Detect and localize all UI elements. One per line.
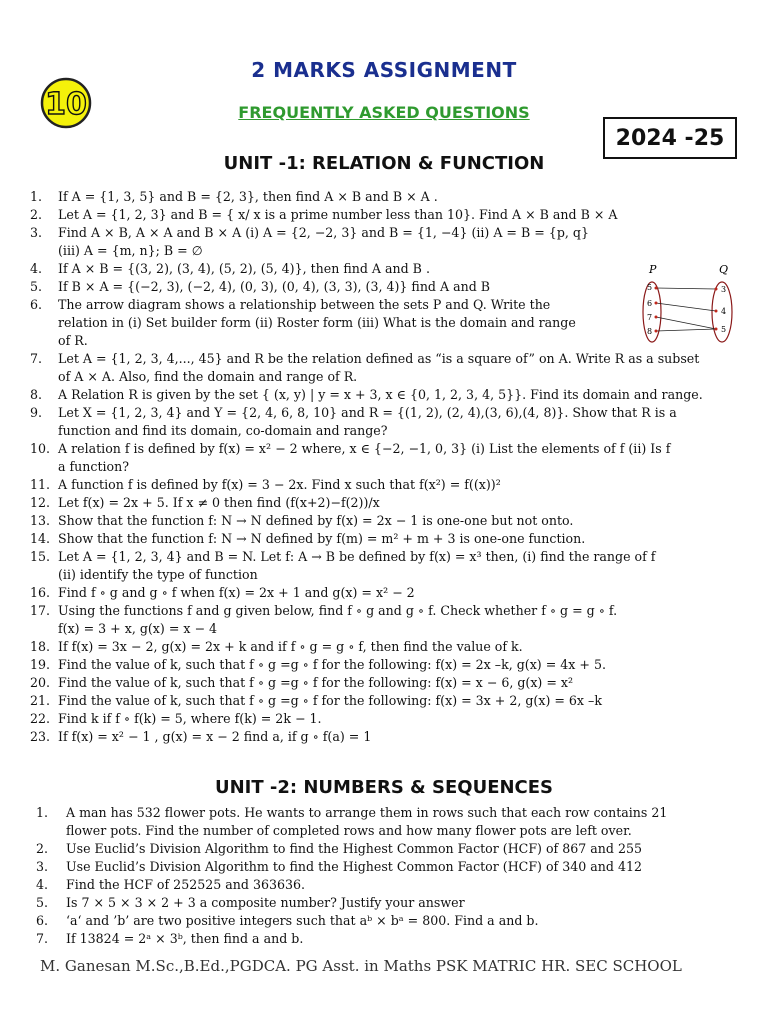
question-item (36, 804, 736, 840)
question-item (30, 638, 744, 656)
question-text: If f(x) = x² − 1 , g(x) = x − 2 find a, if g ∘ f(a) = 1 (58, 729, 372, 744)
question-item (30, 188, 744, 206)
question-number: 6. (36, 913, 49, 928)
question-number: 13. (30, 513, 51, 528)
question-item (36, 930, 736, 948)
question-item (30, 584, 744, 602)
question-number: 5. (36, 895, 49, 910)
question-item (30, 224, 744, 260)
question-number: 21. (30, 693, 51, 708)
question-text: Find f ∘ g and g ∘ f when f(x) = 2x + 1 and g(x) = x² − 2 (58, 585, 415, 600)
question-item (36, 912, 736, 930)
q-element: 5 (721, 325, 727, 334)
question-text: Show that the function f: N → N defined by f(x) = 2x − 1 is one-one but not onto. (58, 513, 574, 528)
question-text: Use Euclid’s Division Algorithm to find the Highest Common Factor (HCF) of 340 and 412 (66, 859, 642, 874)
question-item (30, 548, 744, 584)
question-text: Show that the function f: N → N defined by f(m) = m² + m + 3 is one-one function. (58, 531, 586, 546)
p-element: 6 (647, 299, 653, 308)
arrow-diagram (616, 262, 746, 348)
relation-arrow (656, 317, 716, 329)
question-number: 2. (36, 841, 49, 856)
p-element: 8 (647, 327, 653, 336)
question-item (30, 440, 744, 476)
relation-arrow (656, 288, 716, 289)
question-text: If f(x) = 3x − 2, g(x) = 2x + k and if f ∘ g = g ∘ f, then find the value of k. (58, 639, 523, 654)
question-text: A relation f is defined by f(x) = x² − 2 where, x ∈ {−2, −1, 0, 3} (i) List the elements of f (ii) Is f a function? (58, 441, 671, 474)
question-item (36, 858, 736, 876)
question-item (30, 206, 744, 224)
p-element: 5 (647, 283, 653, 292)
question-text: Let A = {1, 2, 3, 4} and B = N. Let f: A → B be defined by f(x) = x³ then, (i) find the range of f (ii) identify the type of function (58, 549, 656, 582)
question-item (36, 876, 736, 894)
question-text: If 13824 = 2ᵃ × 3ᵇ, then find a and b. (66, 931, 304, 946)
q-element: 4 (721, 307, 727, 316)
question-text: A function f is defined by f(x) = 3 − 2x. Find x such that f(x²) = f((x))² (58, 477, 501, 492)
question-item (30, 728, 744, 746)
relation-arrow (656, 303, 716, 311)
question-item (30, 530, 744, 548)
grade-number: 10 (45, 87, 87, 122)
question-number: 23. (30, 729, 51, 744)
question-text: Find the value of k, such that f ∘ g =g ∘ f for the following: f(x) = 2x –k, g(x) = 4x + 5. (58, 657, 606, 672)
question-item (30, 476, 744, 494)
question-number: 16. (30, 585, 51, 600)
question-number: 12. (30, 495, 51, 510)
question-number: 6. (30, 297, 43, 312)
question-text: Using the functions f and g given below, find f ∘ g and g ∘ f. Check whether f ∘ g = g ∘ f. f(x) = 3 + x, g(x) = x − 4 (58, 603, 618, 636)
question-number: 19. (30, 657, 51, 672)
question-item (30, 656, 744, 674)
question-number: 20. (30, 675, 51, 690)
question-number: 4. (30, 261, 43, 276)
question-number: 9. (30, 405, 43, 420)
question-item (30, 386, 744, 404)
question-text: Let f(x) = 2x + 5. If x ≠ 0 then find (f(x+2)−f(2))/x (58, 495, 380, 510)
question-text: If B × A = {(−2, 3), (−2, 4), (0, 3), (0, 4), (3, 3), (3, 4)} find A and B (58, 279, 491, 294)
question-number: 18. (30, 639, 51, 654)
question-number: 1. (30, 189, 43, 204)
question-item (30, 674, 744, 692)
question-text: Find the HCF of 252525 and 363636. (66, 877, 306, 892)
question-text: Let A = {1, 2, 3} and B = { x/ x is a prime number less than 10}. Find A × B and B × A (58, 207, 618, 222)
set-q-label: Q (719, 263, 729, 276)
question-number: 3. (30, 225, 43, 240)
question-text: Let X = {1, 2, 3, 4} and Y = {2, 4, 6, 8, 10} and R = {(1, 2), (2, 4),(3, 6),(4, 8)}. Show that R is a function and find its domain, co-domain and range? (58, 405, 677, 438)
question-item (36, 840, 736, 858)
question-text: Use Euclid’s Division Algorithm to find the Highest Common Factor (HCF) of 867 and 255 (66, 841, 642, 856)
question-text: Find k if f ∘ f(k) = 5, where f(k) = 2k − 1. (58, 711, 322, 726)
question-item (30, 512, 744, 530)
question-text: ‘a‘ and ’b’ are two positive integers such that aᵇ × bᵃ = 800. Find a and b. (66, 913, 539, 928)
page-title: 2 MARKS ASSIGNMENT (251, 58, 517, 82)
question-text: If A = {1, 3, 5} and B = {2, 3}, then find A × B and B × A . (58, 189, 438, 204)
question-item (30, 602, 744, 638)
question-text: The arrow diagram shows a relationship between the sets P and Q. Write the relation in (i) Set builder form (ii) Roster form (iii) What is the domain and range of R. (58, 297, 576, 348)
question-number: 2. (30, 207, 43, 222)
question-text: Find the value of k, such that f ∘ g =g ∘ f for the following: f(x) = 3x + 2, g(x) = 6x –k (58, 693, 602, 708)
unit-1-heading: UNIT -1: RELATION & FUNCTION (223, 153, 545, 174)
question-item (36, 894, 736, 912)
question-item (30, 404, 744, 440)
relation-arrow (656, 329, 716, 331)
unit-2-heading: UNIT -2: NUMBERS & SEQUENCES (214, 777, 554, 798)
question-number: 17. (30, 603, 51, 618)
question-text: Is 7 × 5 × 3 × 2 + 3 a composite number? Justify your answer (66, 895, 465, 910)
question-text: Find A × B, A × A and B × A (i) A = {2, −2, 3} and B = {1, −4} (ii) A = B = {p, q} (iii) A = {m, n}; B = ∅ (58, 225, 589, 258)
question-number: 1. (36, 805, 49, 820)
question-item (30, 692, 744, 710)
academic-year-box: 2024 -25 (603, 117, 737, 159)
question-text: Let A = {1, 2, 3, 4,..., 45} and R be the relation defined as “is a square of” on A. Write R as a subset of A × A. Also, find the domain and range of R. (58, 351, 700, 384)
set-p-label: P (649, 263, 657, 276)
page-subtitle: FREQUENTLY ASKED QUESTIONS (238, 103, 530, 122)
q-element: 3 (721, 285, 727, 294)
question-number: 22. (30, 711, 51, 726)
question-number: 11. (30, 477, 51, 492)
question-item (30, 350, 744, 386)
question-number: 3. (36, 859, 49, 874)
question-text: A man has 532 flower pots. He wants to arrange them in rows such that each row contains 21 flower pots. Find the number of completed rows and how many flower pots are left over. (66, 805, 668, 838)
p-element: 7 (647, 313, 653, 322)
question-number: 10. (30, 441, 51, 456)
question-number: 14. (30, 531, 51, 546)
question-item (30, 710, 744, 728)
question-text: If A × B = {(3, 2), (3, 4), (5, 2), (5, 4)}, then find A and B . (58, 261, 430, 276)
question-number: 5. (30, 279, 43, 294)
question-text: Find the value of k, such that f ∘ g =g ∘ f for the following: f(x) = x − 6, g(x) = x² (58, 675, 574, 690)
unit-2-question-list (36, 804, 736, 948)
question-number: 15. (30, 549, 51, 564)
question-item (30, 494, 744, 512)
question-number: 7. (36, 931, 49, 946)
question-text: A Relation R is given by the set { (x, y) | y = x + 3, x ∈ {0, 1, 2, 3, 4, 5}}. Find its domain and range. (58, 387, 703, 402)
question-number: 8. (30, 387, 43, 402)
author-footer: M. Ganesan M.Sc.,B.Ed.,PGDCA. PG Asst. in Maths PSK MATRIC HR. SEC SCHOOL (40, 957, 682, 975)
question-number: 4. (36, 877, 49, 892)
question-number: 7. (30, 351, 43, 366)
